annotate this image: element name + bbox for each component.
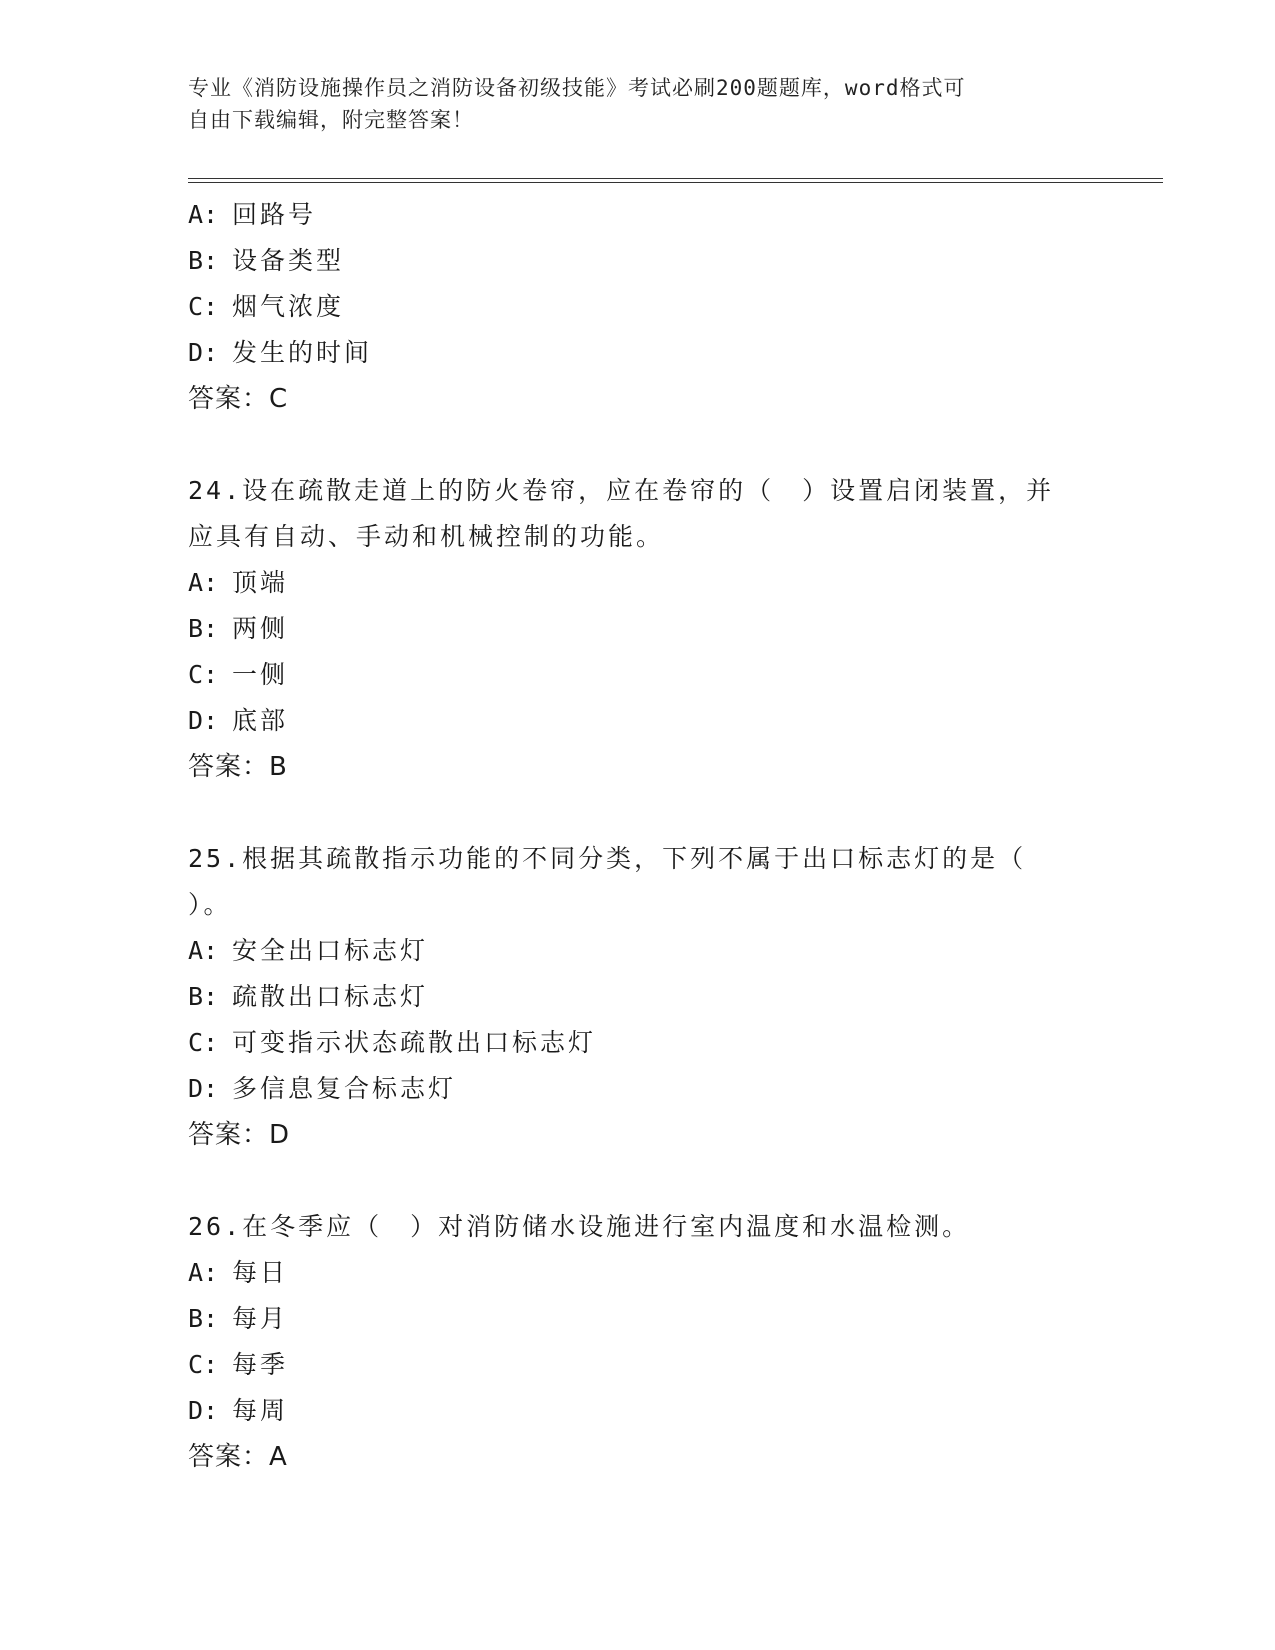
option-text: 每日 <box>232 1258 289 1287</box>
option-a <box>188 560 1088 606</box>
option-text: 顶端 <box>232 568 289 597</box>
option-text: 底部 <box>232 706 289 735</box>
option-a <box>188 1250 1088 1296</box>
option-b <box>188 1296 1088 1342</box>
header-double-rule <box>188 178 1163 183</box>
option-text: 一侧 <box>232 660 289 689</box>
option-text: 每周 <box>232 1396 289 1425</box>
option-c <box>188 652 1088 698</box>
question-stem-line-1: 26.在冬季应（ ）对消防储水设施进行室内温度和水温检测。 <box>188 1212 971 1241</box>
option-key: B: <box>188 614 219 643</box>
question-stem-line-2: ）。 <box>188 890 232 919</box>
option-key: A: <box>188 200 219 229</box>
question-block-24 <box>188 468 1088 790</box>
question-block-25 <box>188 836 1088 1158</box>
option-text: 每月 <box>232 1304 289 1333</box>
option-key: D: <box>188 1396 219 1425</box>
option-c <box>188 1020 1088 1066</box>
option-text: 多信息复合标志灯 <box>232 1074 457 1103</box>
option-key: C: <box>188 1350 219 1379</box>
answer-line: 答案：A <box>188 1442 288 1472</box>
option-key: A: <box>188 936 219 965</box>
answer-line: 答案：C <box>188 384 289 414</box>
option-key: D: <box>188 1074 219 1103</box>
option-a <box>188 928 1088 974</box>
header-line-2: 自由下载编辑，附完整答案！ <box>188 108 474 132</box>
document-header <box>188 72 1088 136</box>
question-block-26 <box>188 1204 1088 1480</box>
option-key: A: <box>188 1258 219 1287</box>
option-text: 疏散出口标志灯 <box>232 982 429 1011</box>
option-b <box>188 974 1088 1020</box>
option-a <box>188 192 1088 238</box>
question-block-partial <box>188 192 1088 422</box>
option-d <box>188 698 1088 744</box>
question-stem-line-1: 25.根据其疏散指示功能的不同分类，下列不属于出口标志灯的是（ <box>188 844 1027 873</box>
option-key: D: <box>188 706 219 735</box>
option-key: C: <box>188 660 219 689</box>
option-text: 每季 <box>232 1350 289 1379</box>
option-d <box>188 330 1088 376</box>
question-stem-line-2: 应具有自动、手动和机械控制的功能。 <box>188 522 665 551</box>
option-key: C: <box>188 292 219 321</box>
header-line-1: 专业《消防设施操作员之消防设备初级技能》考试必刷200题题库，word格式可 <box>188 76 966 100</box>
option-key: C: <box>188 1028 219 1057</box>
option-text: 安全出口标志灯 <box>232 936 429 965</box>
question-stem-line-1: 24.设在疏散走道上的防火卷帘，应在卷帘的（ ）设置启闭装置，并 <box>188 476 1055 505</box>
option-key: B: <box>188 982 219 1011</box>
option-text: 可变指示状态疏散出口标志灯 <box>232 1028 597 1057</box>
option-text: 烟气浓度 <box>232 292 345 321</box>
option-text: 发生的时间 <box>232 338 373 367</box>
option-b <box>188 238 1088 284</box>
option-key: B: <box>188 1304 219 1333</box>
option-b <box>188 606 1088 652</box>
option-d <box>188 1388 1088 1434</box>
option-c <box>188 284 1088 330</box>
option-text: 回路号 <box>232 200 317 229</box>
question-list <box>188 192 1088 1480</box>
option-text: 两侧 <box>232 614 289 643</box>
option-key: B: <box>188 246 219 275</box>
option-key: D: <box>188 338 219 367</box>
answer-line: 答案：D <box>188 1120 291 1150</box>
option-d <box>188 1066 1088 1112</box>
option-text: 设备类型 <box>232 246 345 275</box>
answer-line: 答案：B <box>188 752 288 782</box>
option-key: A: <box>188 568 219 597</box>
option-c <box>188 1342 1088 1388</box>
